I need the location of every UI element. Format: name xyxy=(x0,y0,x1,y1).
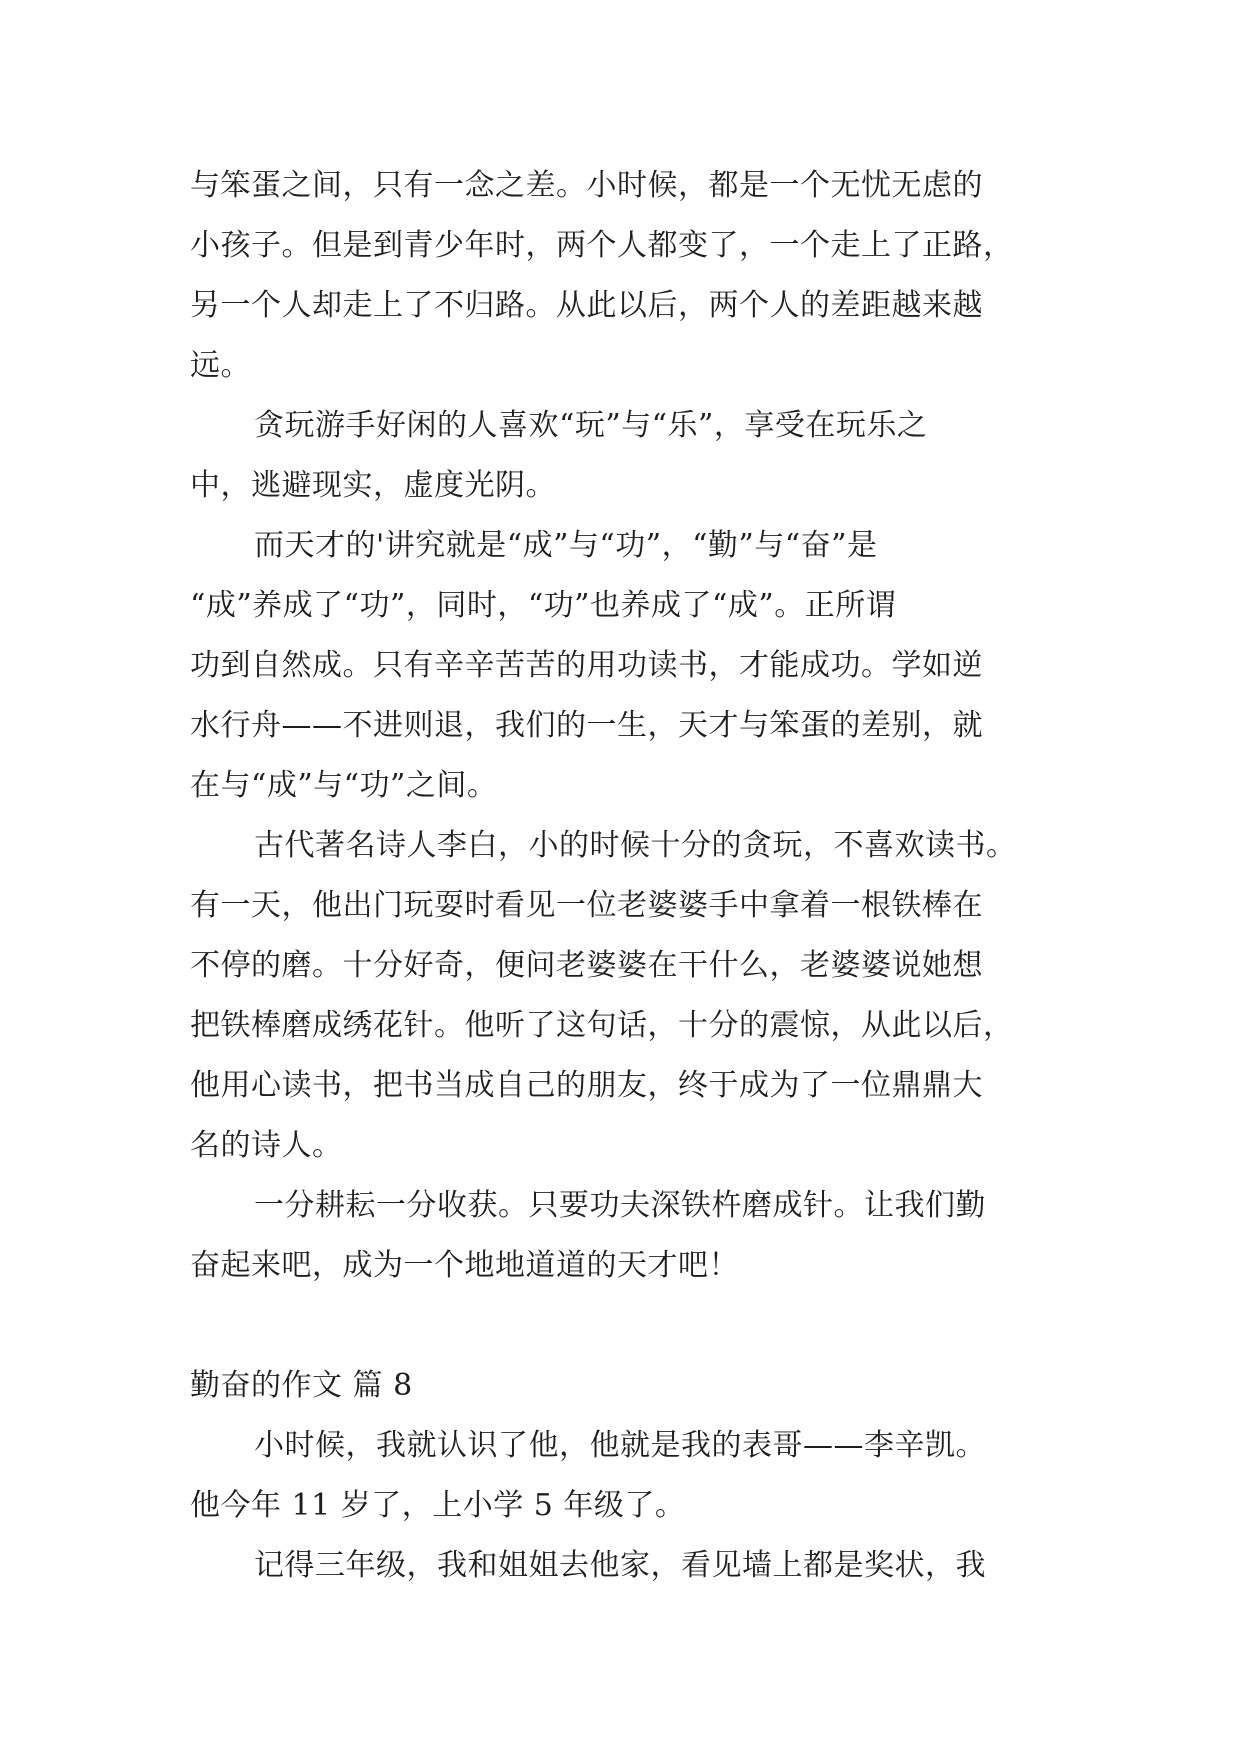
text-line: 小时候，我就认识了他，他就是我的表哥——李辛凯。 xyxy=(254,1428,986,1463)
text-line: 把铁棒磨成绣花针。他听了这句话，十分的震惊，从此以后， xyxy=(190,1008,1014,1043)
text-line: 在与“成”与“功”之间。 xyxy=(190,768,498,803)
text-line: 一分耕耘一分收获。只要功夫深铁杵磨成针。让我们勤 xyxy=(254,1188,986,1223)
paragraph xyxy=(190,1176,1070,1296)
text-line: 不停的磨。十分好奇，便问老婆婆在干什么，老婆婆说她想 xyxy=(190,948,983,983)
text-line: 有一天，他出门玩耍时看见一位老婆婆手中拿着一根铁棒在 xyxy=(190,888,983,923)
text-line: 名的诗人。 xyxy=(190,1128,343,1163)
document-body xyxy=(190,156,1070,1596)
text-line: 与笨蛋之间，只有一念之差。小时候，都是一个无忧无虑的 xyxy=(190,168,983,203)
text-line: 奋起来吧，成为一个地地道道的天才吧！ xyxy=(190,1248,739,1283)
text-line: 贪玩游手好闲的人喜欢“玩”与“乐”，享受在玩乐之 xyxy=(254,408,928,443)
paragraph xyxy=(190,516,1070,816)
text-line: 古代著名诗人李白，小的时候十分的贪玩，不喜欢读书。 xyxy=(254,828,1017,863)
blank-line xyxy=(190,1296,1070,1356)
paragraph xyxy=(190,816,1070,1176)
section-title: 勤奋的作文 篇 8 xyxy=(190,1368,413,1403)
text-line: 他用心读书，把书当成自己的朋友，终于成为了一位鼎鼎大 xyxy=(190,1068,983,1103)
paragraph xyxy=(190,156,1070,396)
text-line: 小孩子。但是到青少年时，两个人都变了，一个走上了正路， xyxy=(190,228,1014,263)
text-line: 水行舟——不进则退，我们的一生，天才与笨蛋的差别，就 xyxy=(190,708,983,743)
paragraph xyxy=(190,1536,1070,1596)
text-line: 而天才的'讲究就是“成”与“功”，“勤”与“奋”是 xyxy=(254,528,878,563)
paragraph xyxy=(190,1416,1070,1536)
text-line: 功到自然成。只有辛辛苦苦的用功读书，才能成功。学如逆 xyxy=(190,648,983,683)
paragraph xyxy=(190,396,1070,516)
text-line: “成”养成了“功”，同时，“功”也养成了“成”。正所谓 xyxy=(190,588,897,623)
text-line: 他今年 11 岁了，上小学 5 年级了。 xyxy=(190,1488,686,1523)
text-line: 记得三年级，我和姐姐去他家，看见墙上都是奖状，我 xyxy=(254,1548,986,1583)
text-line: 远。 xyxy=(190,348,251,383)
text-line: 中，逃避现实，虚度光阴。 xyxy=(190,468,556,503)
text-line: 另一个人却走上了不归路。从此以后，两个人的差距越来越 xyxy=(190,288,983,323)
